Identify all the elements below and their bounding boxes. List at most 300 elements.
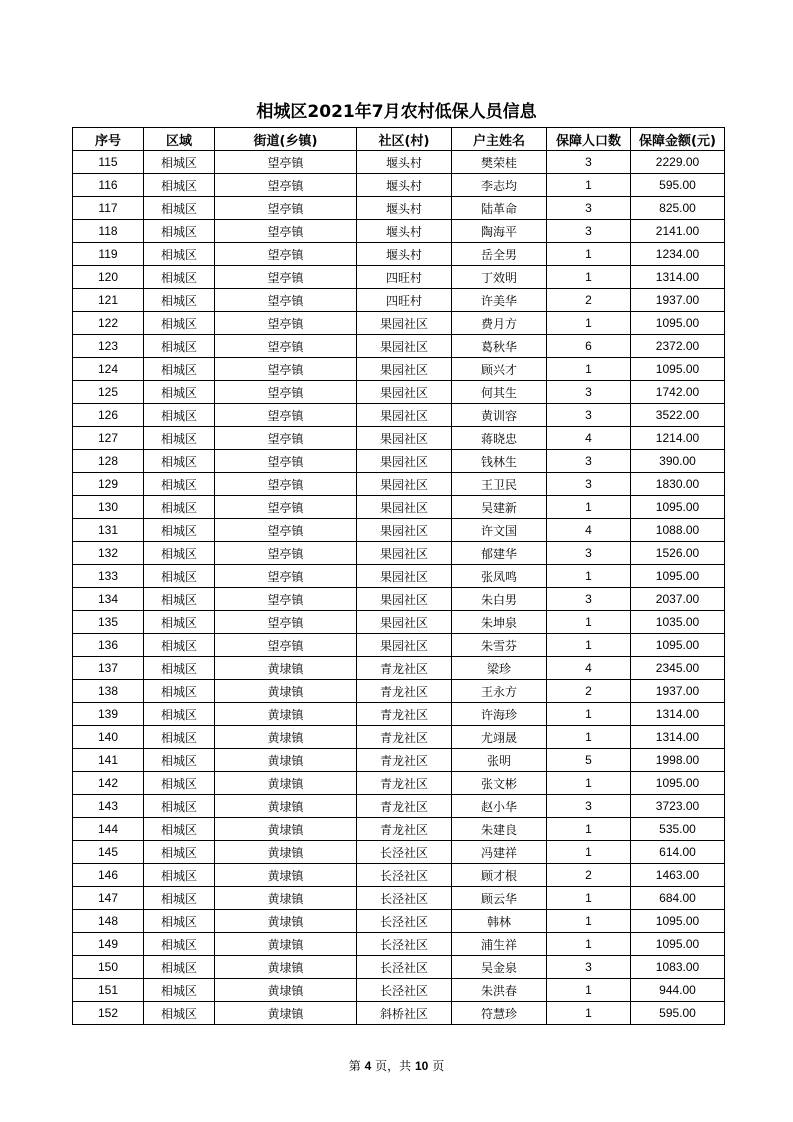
cell-householder: 许美华 [452, 289, 547, 312]
cell-population: 4 [547, 519, 631, 542]
cell-region: 相城区 [144, 220, 215, 243]
cell-amount: 1314.00 [631, 703, 725, 726]
cell-street: 黄埭镇 [215, 772, 357, 795]
cell-street: 望亭镇 [215, 358, 357, 381]
cell-community: 果园社区 [357, 404, 452, 427]
table-row [73, 657, 725, 680]
cell-community: 果园社区 [357, 312, 452, 335]
table-row [73, 841, 725, 864]
cell-community: 青龙社区 [357, 818, 452, 841]
header-region: 区域 [144, 128, 215, 151]
cell-householder: 许文国 [452, 519, 547, 542]
cell-street: 黄埭镇 [215, 864, 357, 887]
cell-region: 相城区 [144, 703, 215, 726]
cell-amount: 825.00 [631, 197, 725, 220]
cell-amount: 1314.00 [631, 726, 725, 749]
cell-community: 长泾社区 [357, 933, 452, 956]
table-row [73, 864, 725, 887]
cell-street: 黄埭镇 [215, 818, 357, 841]
cell-population: 3 [547, 450, 631, 473]
cell-population: 1 [547, 358, 631, 381]
cell-region: 相城区 [144, 358, 215, 381]
cell-region: 相城区 [144, 772, 215, 795]
cell-region: 相城区 [144, 1002, 215, 1025]
cell-street: 黄埭镇 [215, 749, 357, 772]
cell-population: 1 [547, 243, 631, 266]
cell-amount: 595.00 [631, 174, 725, 197]
cell-community: 果园社区 [357, 634, 452, 657]
footer-prefix: 第 [348, 1059, 361, 1073]
cell-householder: 樊荣桂 [452, 151, 547, 174]
cell-serial: 126 [73, 404, 144, 427]
cell-community: 果园社区 [357, 381, 452, 404]
cell-serial: 119 [73, 243, 144, 266]
cell-region: 相城区 [144, 956, 215, 979]
cell-amount: 1463.00 [631, 864, 725, 887]
table-row [73, 289, 725, 312]
cell-population: 4 [547, 657, 631, 680]
header-serial: 序号 [73, 128, 144, 151]
cell-population: 3 [547, 956, 631, 979]
table-row [73, 634, 725, 657]
cell-community: 果园社区 [357, 542, 452, 565]
cell-street: 望亭镇 [215, 565, 357, 588]
cell-serial: 143 [73, 795, 144, 818]
cell-householder: 钱林生 [452, 450, 547, 473]
table-row [73, 680, 725, 703]
cell-street: 望亭镇 [215, 243, 357, 266]
cell-amount: 1095.00 [631, 772, 725, 795]
cell-serial: 130 [73, 496, 144, 519]
cell-amount: 1095.00 [631, 312, 725, 335]
cell-amount: 2037.00 [631, 588, 725, 611]
table-row [73, 956, 725, 979]
cell-amount: 1998.00 [631, 749, 725, 772]
cell-region: 相城区 [144, 611, 215, 634]
cell-street: 望亭镇 [215, 151, 357, 174]
cell-population: 1 [547, 818, 631, 841]
cell-street: 望亭镇 [215, 381, 357, 404]
cell-householder: 符慧珍 [452, 1002, 547, 1025]
cell-amount: 614.00 [631, 841, 725, 864]
table-row [73, 243, 725, 266]
cell-amount: 3522.00 [631, 404, 725, 427]
table-row [73, 887, 725, 910]
cell-amount: 1937.00 [631, 680, 725, 703]
cell-serial: 141 [73, 749, 144, 772]
footer-middle: 页，共 [375, 1059, 412, 1073]
cell-community: 长泾社区 [357, 910, 452, 933]
cell-community: 青龙社区 [357, 657, 452, 680]
cell-street: 黄埭镇 [215, 956, 357, 979]
cell-region: 相城区 [144, 542, 215, 565]
cell-serial: 129 [73, 473, 144, 496]
table-row [73, 519, 725, 542]
cell-street: 黄埭镇 [215, 979, 357, 1002]
cell-population: 1 [547, 841, 631, 864]
cell-householder: 吴金泉 [452, 956, 547, 979]
cell-amount: 3723.00 [631, 795, 725, 818]
cell-street: 望亭镇 [215, 197, 357, 220]
cell-street: 望亭镇 [215, 611, 357, 634]
cell-householder: 朱白男 [452, 588, 547, 611]
cell-population: 3 [547, 220, 631, 243]
cell-region: 相城区 [144, 496, 215, 519]
table-row [73, 726, 725, 749]
cell-street: 黄埭镇 [215, 1002, 357, 1025]
cell-population: 1 [547, 979, 631, 1002]
cell-region: 相城区 [144, 910, 215, 933]
cell-amount: 684.00 [631, 887, 725, 910]
cell-region: 相城区 [144, 335, 215, 358]
cell-amount: 1088.00 [631, 519, 725, 542]
cell-householder: 朱雪芬 [452, 634, 547, 657]
cell-community: 果园社区 [357, 611, 452, 634]
table-row [73, 266, 725, 289]
cell-population: 3 [547, 197, 631, 220]
cell-street: 望亭镇 [215, 289, 357, 312]
table-row [73, 1002, 725, 1025]
cell-street: 黄埭镇 [215, 657, 357, 680]
table-row [73, 335, 725, 358]
table-row [73, 749, 725, 772]
cell-region: 相城区 [144, 795, 215, 818]
cell-population: 2 [547, 864, 631, 887]
table-row [73, 795, 725, 818]
cell-serial: 120 [73, 266, 144, 289]
cell-community: 果园社区 [357, 450, 452, 473]
table-row [73, 381, 725, 404]
cell-community: 长泾社区 [357, 841, 452, 864]
cell-community: 青龙社区 [357, 795, 452, 818]
cell-population: 1 [547, 726, 631, 749]
cell-population: 1 [547, 887, 631, 910]
cell-amount: 1095.00 [631, 910, 725, 933]
cell-householder: 张文彬 [452, 772, 547, 795]
cell-community: 长泾社区 [357, 887, 452, 910]
cell-community: 堰头村 [357, 243, 452, 266]
cell-region: 相城区 [144, 933, 215, 956]
cell-serial: 150 [73, 956, 144, 979]
cell-amount: 1095.00 [631, 933, 725, 956]
cell-community: 堰头村 [357, 151, 452, 174]
cell-population: 1 [547, 312, 631, 335]
cell-street: 望亭镇 [215, 588, 357, 611]
cell-serial: 149 [73, 933, 144, 956]
cell-region: 相城区 [144, 519, 215, 542]
cell-householder: 顾云华 [452, 887, 547, 910]
cell-community: 果园社区 [357, 427, 452, 450]
cell-population: 1 [547, 611, 631, 634]
cell-serial: 134 [73, 588, 144, 611]
cell-householder: 许海珍 [452, 703, 547, 726]
cell-serial: 131 [73, 519, 144, 542]
cell-serial: 142 [73, 772, 144, 795]
header-amount: 保障金额(元) [631, 128, 725, 151]
cell-householder: 蒋晓忠 [452, 427, 547, 450]
cell-region: 相城区 [144, 289, 215, 312]
cell-region: 相城区 [144, 174, 215, 197]
cell-community: 斜桥社区 [357, 1002, 452, 1025]
cell-community: 果园社区 [357, 335, 452, 358]
cell-community: 青龙社区 [357, 772, 452, 795]
cell-householder: 李志均 [452, 174, 547, 197]
cell-amount: 2229.00 [631, 151, 725, 174]
cell-householder: 陶海平 [452, 220, 547, 243]
table-row [73, 404, 725, 427]
cell-amount: 1035.00 [631, 611, 725, 634]
cell-serial: 116 [73, 174, 144, 197]
cell-region: 相城区 [144, 404, 215, 427]
cell-householder: 冯建祥 [452, 841, 547, 864]
cell-community: 果园社区 [357, 565, 452, 588]
cell-community: 青龙社区 [357, 703, 452, 726]
cell-serial: 127 [73, 427, 144, 450]
cell-community: 四旺村 [357, 289, 452, 312]
cell-region: 相城区 [144, 197, 215, 220]
cell-street: 黄埭镇 [215, 795, 357, 818]
cell-serial: 132 [73, 542, 144, 565]
header-row [73, 128, 725, 151]
cell-street: 黄埭镇 [215, 841, 357, 864]
cell-householder: 吴建新 [452, 496, 547, 519]
cell-serial: 117 [73, 197, 144, 220]
cell-region: 相城区 [144, 979, 215, 1002]
welfare-table [72, 127, 725, 1025]
cell-amount: 1095.00 [631, 358, 725, 381]
cell-householder: 朱洪春 [452, 979, 547, 1002]
cell-region: 相城区 [144, 473, 215, 496]
cell-population: 1 [547, 174, 631, 197]
cell-serial: 115 [73, 151, 144, 174]
header-street: 街道(乡镇) [215, 128, 357, 151]
cell-region: 相城区 [144, 887, 215, 910]
table-row [73, 174, 725, 197]
cell-region: 相城区 [144, 726, 215, 749]
table-row [73, 588, 725, 611]
cell-serial: 151 [73, 979, 144, 1002]
cell-householder: 浦生祥 [452, 933, 547, 956]
cell-region: 相城区 [144, 657, 215, 680]
cell-street: 望亭镇 [215, 266, 357, 289]
cell-street: 望亭镇 [215, 473, 357, 496]
cell-population: 1 [547, 266, 631, 289]
table-row [73, 565, 725, 588]
cell-street: 望亭镇 [215, 496, 357, 519]
cell-serial: 145 [73, 841, 144, 864]
cell-householder: 张明 [452, 749, 547, 772]
cell-population: 1 [547, 565, 631, 588]
page-footer [0, 1057, 793, 1074]
cell-amount: 390.00 [631, 450, 725, 473]
cell-street: 望亭镇 [215, 220, 357, 243]
cell-street: 望亭镇 [215, 450, 357, 473]
cell-serial: 152 [73, 1002, 144, 1025]
cell-householder: 何其生 [452, 381, 547, 404]
table-row [73, 473, 725, 496]
cell-householder: 王卫民 [452, 473, 547, 496]
cell-region: 相城区 [144, 450, 215, 473]
cell-householder: 黄训容 [452, 404, 547, 427]
cell-population: 3 [547, 473, 631, 496]
cell-amount: 1526.00 [631, 542, 725, 565]
cell-householder: 郁建华 [452, 542, 547, 565]
table-row [73, 910, 725, 933]
cell-serial: 118 [73, 220, 144, 243]
cell-population: 2 [547, 289, 631, 312]
cell-amount: 595.00 [631, 1002, 725, 1025]
cell-street: 黄埭镇 [215, 910, 357, 933]
cell-householder: 王永方 [452, 680, 547, 703]
cell-serial: 146 [73, 864, 144, 887]
cell-community: 青龙社区 [357, 680, 452, 703]
header-population: 保障人口数 [547, 128, 631, 151]
cell-street: 黄埭镇 [215, 726, 357, 749]
cell-population: 3 [547, 404, 631, 427]
cell-population: 1 [547, 1002, 631, 1025]
cell-amount: 1742.00 [631, 381, 725, 404]
cell-serial: 148 [73, 910, 144, 933]
cell-householder: 岳全男 [452, 243, 547, 266]
cell-region: 相城区 [144, 818, 215, 841]
cell-serial: 121 [73, 289, 144, 312]
cell-region: 相城区 [144, 680, 215, 703]
cell-population: 3 [547, 795, 631, 818]
table-body [73, 151, 725, 1025]
cell-community: 长泾社区 [357, 979, 452, 1002]
cell-population: 3 [547, 588, 631, 611]
cell-community: 青龙社区 [357, 749, 452, 772]
cell-householder: 赵小华 [452, 795, 547, 818]
cell-serial: 125 [73, 381, 144, 404]
cell-population: 6 [547, 335, 631, 358]
cell-population: 3 [547, 542, 631, 565]
footer-suffix: 页 [432, 1059, 445, 1073]
cell-population: 1 [547, 703, 631, 726]
cell-region: 相城区 [144, 151, 215, 174]
cell-serial: 140 [73, 726, 144, 749]
cell-street: 黄埭镇 [215, 680, 357, 703]
table-row [73, 358, 725, 381]
cell-serial: 128 [73, 450, 144, 473]
cell-serial: 123 [73, 335, 144, 358]
cell-householder: 陆革命 [452, 197, 547, 220]
table-row [73, 703, 725, 726]
cell-community: 堰头村 [357, 220, 452, 243]
cell-community: 果园社区 [357, 519, 452, 542]
cell-population: 1 [547, 910, 631, 933]
cell-serial: 139 [73, 703, 144, 726]
table-row [73, 427, 725, 450]
cell-community: 果园社区 [357, 496, 452, 519]
header-householder: 户主姓名 [452, 128, 547, 151]
cell-amount: 2345.00 [631, 657, 725, 680]
cell-community: 果园社区 [357, 358, 452, 381]
table-row [73, 979, 725, 1002]
cell-serial: 137 [73, 657, 144, 680]
cell-region: 相城区 [144, 266, 215, 289]
cell-householder: 朱建良 [452, 818, 547, 841]
cell-population: 1 [547, 496, 631, 519]
cell-region: 相城区 [144, 381, 215, 404]
cell-serial: 124 [73, 358, 144, 381]
cell-serial: 144 [73, 818, 144, 841]
cell-community: 果园社区 [357, 588, 452, 611]
table-row [73, 818, 725, 841]
cell-amount: 1083.00 [631, 956, 725, 979]
cell-serial: 122 [73, 312, 144, 335]
cell-householder: 张凤鸣 [452, 565, 547, 588]
table-row [73, 772, 725, 795]
cell-street: 望亭镇 [215, 519, 357, 542]
table-row [73, 220, 725, 243]
cell-street: 望亭镇 [215, 312, 357, 335]
cell-population: 1 [547, 634, 631, 657]
cell-population: 4 [547, 427, 631, 450]
cell-householder: 朱坤泉 [452, 611, 547, 634]
cell-community: 长泾社区 [357, 864, 452, 887]
cell-amount: 1830.00 [631, 473, 725, 496]
cell-householder: 顾才根 [452, 864, 547, 887]
cell-amount: 1234.00 [631, 243, 725, 266]
cell-householder: 梁珍 [452, 657, 547, 680]
table-row [73, 933, 725, 956]
cell-street: 黄埭镇 [215, 887, 357, 910]
table-row [73, 312, 725, 335]
cell-population: 2 [547, 680, 631, 703]
cell-street: 望亭镇 [215, 542, 357, 565]
table-row [73, 151, 725, 174]
cell-amount: 2372.00 [631, 335, 725, 358]
cell-amount: 1214.00 [631, 427, 725, 450]
cell-serial: 147 [73, 887, 144, 910]
cell-population: 3 [547, 381, 631, 404]
cell-community: 长泾社区 [357, 956, 452, 979]
cell-amount: 1095.00 [631, 496, 725, 519]
cell-householder: 顾兴才 [452, 358, 547, 381]
cell-serial: 136 [73, 634, 144, 657]
cell-street: 望亭镇 [215, 404, 357, 427]
table-row [73, 611, 725, 634]
cell-region: 相城区 [144, 864, 215, 887]
cell-community: 果园社区 [357, 473, 452, 496]
cell-street: 望亭镇 [215, 174, 357, 197]
cell-householder: 韩林 [452, 910, 547, 933]
cell-region: 相城区 [144, 312, 215, 335]
cell-serial: 135 [73, 611, 144, 634]
cell-population: 5 [547, 749, 631, 772]
cell-region: 相城区 [144, 243, 215, 266]
cell-street: 望亭镇 [215, 335, 357, 358]
table-row [73, 542, 725, 565]
cell-region: 相城区 [144, 634, 215, 657]
table-row [73, 496, 725, 519]
cell-amount: 1314.00 [631, 266, 725, 289]
cell-community: 四旺村 [357, 266, 452, 289]
cell-population: 3 [547, 151, 631, 174]
footer-page-number: 4 [364, 1059, 372, 1073]
cell-serial: 133 [73, 565, 144, 588]
cell-householder: 尤翊晟 [452, 726, 547, 749]
header-community: 社区(村) [357, 128, 452, 151]
cell-street: 望亭镇 [215, 427, 357, 450]
cell-amount: 2141.00 [631, 220, 725, 243]
cell-community: 堰头村 [357, 174, 452, 197]
cell-serial: 138 [73, 680, 144, 703]
cell-householder: 费月方 [452, 312, 547, 335]
cell-householder: 丁效明 [452, 266, 547, 289]
footer-total-pages: 10 [415, 1059, 429, 1073]
